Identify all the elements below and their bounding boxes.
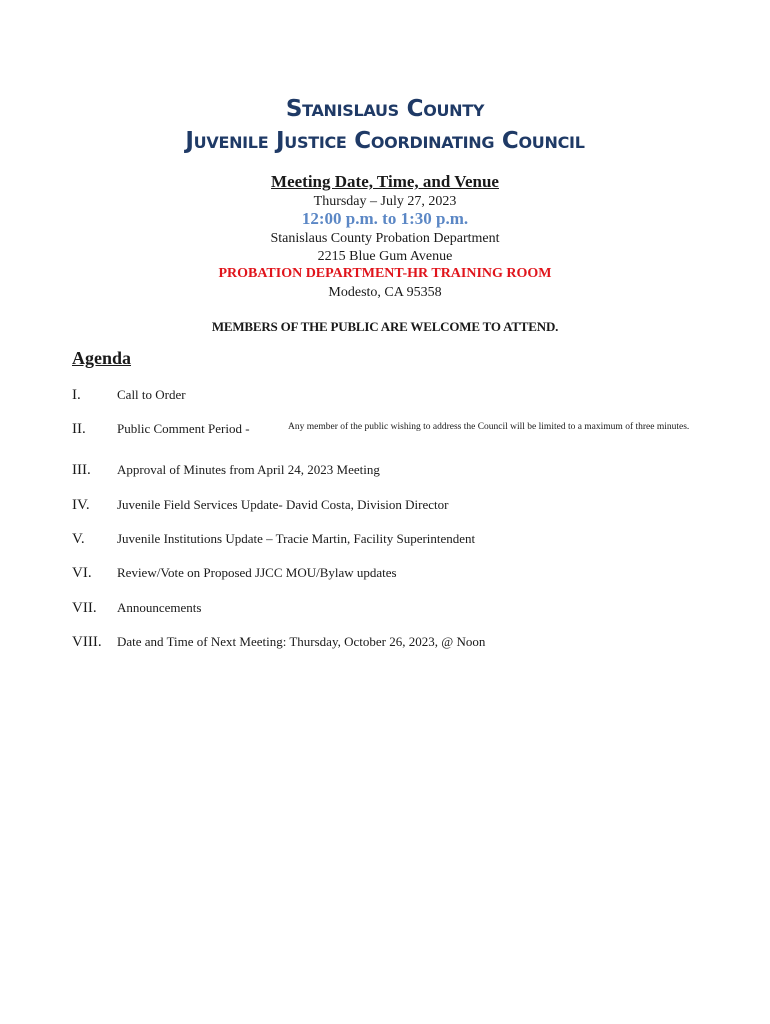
meeting-time: 12:00 p.m. to 1:30 p.m.	[301, 209, 469, 228]
meeting-department: Stanislaus County Probation Department	[270, 231, 500, 246]
agenda-item-text: Public Comment Period -	[117, 421, 250, 436]
agenda-item-number: III.	[72, 462, 91, 478]
council-title: Juvenile Justice Coordinating Council	[185, 128, 585, 154]
meeting-heading: Meeting Date, Time, and Venue	[271, 172, 499, 191]
public-notice: MEMBERS OF THE PUBLIC ARE WELCOME TO ATTEND.	[211, 319, 559, 334]
agenda-item-8	[72, 634, 712, 654]
meeting-date: Thursday – July 27, 2023	[313, 194, 457, 209]
agenda-heading: Agenda	[72, 348, 132, 368]
agenda-item-text: Approval of Minutes from April 24, 2023 Meeting	[117, 462, 380, 477]
meeting-city: Modesto, CA 95358	[328, 285, 442, 300]
agenda-item-number: VIII.	[72, 634, 102, 650]
agenda-item-number: VII.	[72, 600, 97, 616]
agenda-item-number: I.	[72, 387, 81, 403]
agenda-item-number: VI.	[72, 565, 92, 581]
agenda-item-text: Date and Time of Next Meeting: Thursday, October 26, 2023, @ Noon	[117, 634, 486, 649]
county-title: Stanislaus County	[285, 96, 485, 122]
agenda-item-6	[72, 565, 712, 585]
agenda-item-7	[72, 600, 712, 620]
agenda-item-number: II.	[72, 421, 86, 437]
meeting-room: PROBATION DEPARTMENT-HR TRAINING ROOM	[218, 266, 552, 281]
agenda-item-text: Review/Vote on Proposed JJCC MOU/Bylaw updates	[117, 565, 397, 580]
agenda-item-5	[72, 531, 712, 551]
meeting-street: 2215 Blue Gum Avenue	[317, 249, 453, 264]
agenda-item-4	[72, 497, 712, 517]
agenda-item-number: V.	[72, 531, 85, 547]
agenda-item-text: Juvenile Field Services Update- David Costa, Division Director	[117, 497, 449, 512]
agenda-item-text: Announcements	[117, 600, 202, 615]
agenda-item-2	[72, 421, 712, 451]
agenda-item-number: IV.	[72, 497, 90, 513]
agenda-item-3	[72, 462, 712, 482]
agenda-item-note: Any member of the public wishing to address the Council will be limited to a maximum of three minutes.	[288, 422, 690, 432]
agenda-item-text: Juvenile Institutions Update – Tracie Martin, Facility Superintendent	[117, 531, 476, 546]
agenda-item-text: Call to Order	[117, 387, 186, 402]
agenda-item-1	[72, 387, 712, 407]
